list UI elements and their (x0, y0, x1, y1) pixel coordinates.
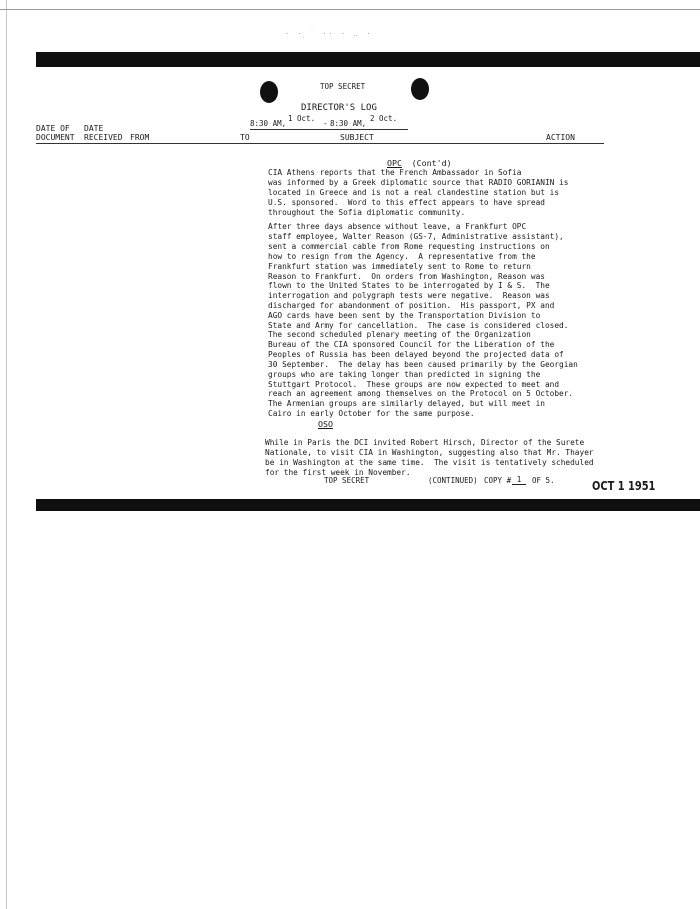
col-from: FROM (130, 133, 150, 142)
log-title: DIRECTOR'S LOG (301, 103, 377, 113)
log-dash: - (323, 119, 328, 128)
paragraph-dci-paris: While in Paris the DCI invited Robert Hirsch, Director of the Surete Nationale, to visit CIA in Washington, suggesting also that Mr. Thayer be in Washington at the same time. The visit is tentatively scheduled for the first week in November. (265, 438, 594, 477)
log-date-start: 1 Oct. (288, 114, 316, 123)
opc-heading-suffix: (Cont'd) (411, 158, 452, 168)
col-date-of-document: DATE OF DOCUMENT (36, 124, 75, 142)
scan-edge-line (6, 0, 7, 909)
classification-bottom: TOP SECRET (324, 476, 370, 485)
log-underline (250, 129, 408, 130)
col-action: ACTION (546, 133, 575, 142)
classification-top: TOP SECRET (320, 82, 366, 91)
col-subject: SUBJECT (340, 133, 374, 142)
col-date-received: DATE RECEIVED (84, 124, 123, 142)
log-time-start: 8:30 AM, (250, 119, 287, 128)
date-stamp: OCT 1 1951 (592, 479, 656, 493)
opc-heading: OPC (387, 158, 402, 168)
log-time-end: 8:30 AM, (330, 119, 367, 128)
log-date-end: 2 Oct. (370, 114, 398, 123)
copy-label: COPY # (484, 476, 512, 485)
of-label: OF 5. (532, 476, 555, 485)
punch-hole-left (260, 81, 278, 103)
scan-artifact: · ·̣ ˙ ·· · ‥ · (285, 30, 373, 38)
bottom-redaction-bar (36, 499, 700, 511)
oso-heading: OSO (318, 419, 333, 429)
continued-label: (CONTINUED) (428, 476, 478, 485)
paragraph-radio-gorianin: CIA Athens reports that the French Ambassador in Sofia was informed by a Greek diplomatic source that RADIO GORIANIN is located in Greece and is not a real clandestine station but is U.S. sponsored. Word to this effect appears to have spread throughout the Sofia diplomatic community. (268, 168, 569, 217)
paragraph-organization-bureau: The second scheduled plenary meeting of the Organization Bureau of the CIA sponsored Council for the Liberation of the Peoples of Russia has been delayed beyond the projected data of 30 September. The delay has been caused primarily by the Georgian groups who are taking longer than predicted in signing the Stuttgart Protocol. These groups are now expected to meet and reach an agreement among themselves on the Protocol on 5 October. The Armenian groups are similarly delayed, but will meet in Cairo in early October for the same purpose. (268, 330, 578, 419)
col-to: TO (240, 133, 250, 142)
copy-number: 1 (512, 475, 526, 485)
punch-hole-right (411, 78, 429, 100)
top-redaction-bar (36, 52, 700, 67)
column-header-rule (36, 143, 604, 144)
paragraph-walter-reason: After three days absence without leave, a Frankfurt OPC staff employee, Walter Reason (GS-7, Administrative assistant), sent a commercial cable from Rome requesting instructions on how to resign from the Agency. A representative from the Frankfurt station was immediately sent to Rome to return Reason to Frankfurt. On orders from Washington, Reason was flown to the United States to be interrogated by I & S. The interrogation and polygraph tests were negative. Reason was discharged for abandonment of position. His passport, PX and AGO cards have been sent by the Transportation Division to State and Army for cancellation. The case is considered closed. (268, 222, 569, 331)
scan-top-line (0, 9, 700, 10)
